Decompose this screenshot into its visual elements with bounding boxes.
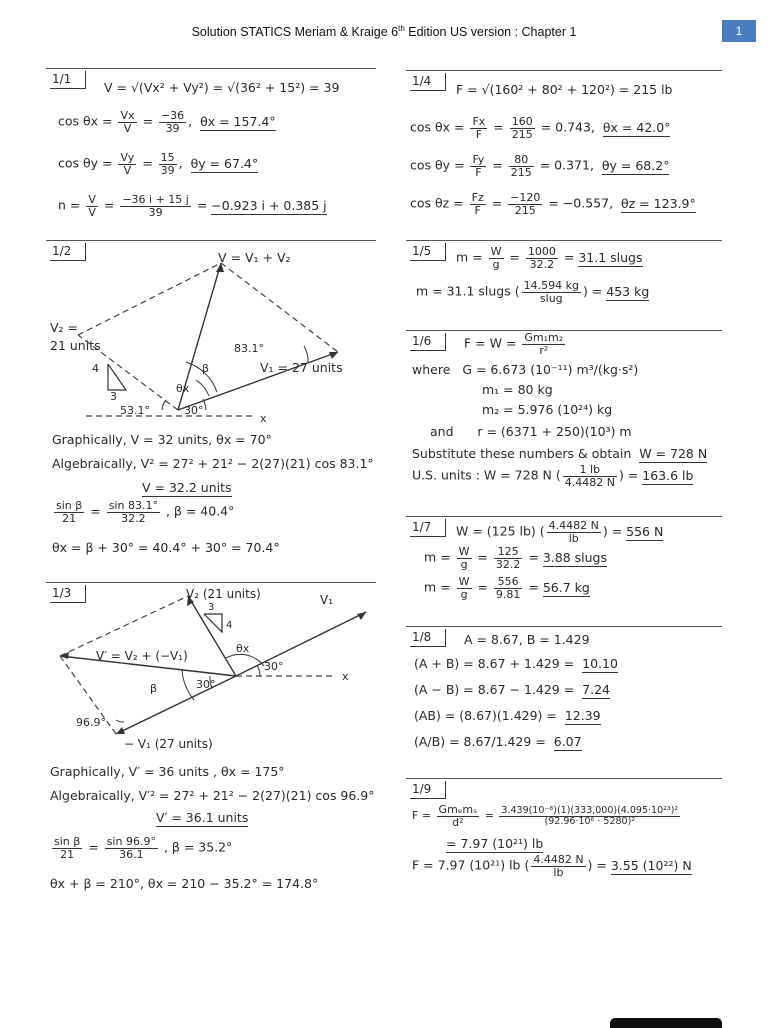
magnitude-equation: F = √(160² + 80² + 120²) = 215 lb — [456, 82, 673, 97]
product-equation: (AB) = (8.67)(1.429) = 12.39 — [414, 708, 601, 723]
label-angle-30: 30° — [184, 404, 204, 417]
cos-theta-x-equation: cos θx = $\frac{Vx}{V}$ = $\frac{-36}{39}$ , θx = 157.4° — [58, 109, 276, 135]
label-x-axis: x — [342, 670, 349, 683]
vector-diagram-1-2 — [46, 240, 376, 430]
vector-minus-v1 — [116, 676, 236, 734]
gravitation-equation: F = W = $\frac{\text{Gm₁m₂}}{\text{r²}}$ — [464, 331, 564, 357]
label-v1: V₁ = 27 units — [260, 360, 343, 375]
label-v2-a: V₂ = — [50, 320, 79, 335]
quotient-equation: (A/B) = 8.67/1.429 = 6.07 — [414, 734, 582, 749]
problem-1-8 — [406, 626, 722, 758]
unit-vector-equation: n = $\frac{V}{V}$ = $\frac{-36 i + 15 j}{39}$ = −0.923 i + 0.385 j — [58, 193, 327, 219]
label-beta: β — [202, 362, 210, 375]
gravitation-equation: F = $\frac{\text{Gmₑmₛ}}{\text{d²}}$ = $\frac{\text{3.439(10⁻⁸)(1)(333,000)(4.095·10²³)²}}{\text{(92.96·10⁶ · 5280)²}}$ — [412, 803, 679, 829]
problem-number: 1/5 — [410, 243, 446, 261]
given-values: A = 8.67, B = 1.429 — [464, 632, 590, 647]
us-units-conversion: U.S. units : W = 728 N ( $\frac{1 lb}{4.4482 N}$ ) = 163.6 lb — [412, 463, 694, 489]
bottom-edge-bar — [610, 1018, 722, 1028]
label-v-prime: V′ = V₂ + (−V₁) — [96, 649, 188, 663]
label-v-sum: V = V₁ + V₂ — [218, 250, 291, 265]
label-theta-x: θx — [176, 382, 190, 395]
vector-diagram-1-3 — [46, 582, 376, 762]
theta-x-result: θx + β = 210°, θx = 210 − 35.2° = 174.8° — [50, 876, 319, 891]
mass-slugs-equation: m = $\frac{W}{g}$ = $\frac{125}{32.2}$ = 3.88 slugs — [424, 545, 608, 571]
mass-m1: m₁ = 80 kg — [482, 382, 553, 397]
slope-triangle — [204, 614, 222, 632]
problem-1-2 — [46, 240, 376, 570]
sine-law-equation: $\frac{\text{sin β}}{21}$ = $\frac{\sin 83.1^\circ}{32.2}$ , β = 40.4° — [56, 499, 235, 525]
problem-number: 1/7 — [410, 519, 446, 537]
label-v2-b: 21 units — [50, 338, 101, 353]
problem-1-6 — [406, 330, 722, 500]
label-slope-3: 3 — [208, 602, 215, 613]
mass-m2: m₂ = 5.976 (10²⁴) kg — [482, 402, 613, 417]
mass-conversion: m = 31.1 slugs ( $\frac{14.594 kg}{\text{slug}}$ ) = 453 kg — [416, 279, 650, 305]
cos-theta-x-equation: cos θx = $\frac{Fx}{F}$ = $\frac{160}{215}$ = 0.743, θx = 42.0° — [410, 115, 671, 141]
force-result-lb: = 7.97 (10²¹) lb — [446, 836, 544, 851]
problem-number: 1/1 — [50, 71, 86, 89]
problem-number: 1/2 — [50, 243, 86, 261]
cos-theta-y-equation: cos θy = $\frac{Vy}{V}$ = $\frac{15}{39}$ , θy = 67.4° — [58, 151, 259, 177]
sum-equation: (A + B) = 8.67 + 1.429 = 10.10 — [414, 656, 618, 671]
problem-number: 1/8 — [410, 629, 446, 647]
label-theta-x: θx — [236, 642, 250, 655]
magnitude-equation: V = √(Vx² + Vy²) = √(36² + 15²) = 39 — [104, 80, 340, 95]
label-minus-v1: − V₁ (27 units) — [124, 737, 213, 751]
magnitude-result: V′ = 36.1 units — [156, 810, 249, 825]
slope-triangle — [108, 364, 126, 390]
label-x-axis: x — [260, 412, 267, 425]
problem-1-9 — [406, 778, 722, 878]
page-number-badge: 1 — [722, 20, 756, 42]
constant-g: where G = 6.673 (10⁻¹¹) m³/(kg·s²) — [412, 362, 639, 377]
label-angle-30b: 30° — [196, 678, 216, 691]
problem-number: 1/3 — [50, 585, 86, 603]
problem-1-4 — [406, 70, 722, 230]
problem-1-1 — [46, 68, 376, 228]
problem-number: 1/6 — [410, 333, 446, 351]
substitution-result: Substitute these numbers & obtain W = 728 N — [412, 446, 708, 461]
weight-equation: W = (125 lb) ( $\frac{4.4482 N}{lb}$ ) = 556 N — [456, 519, 664, 545]
graphical-result: Graphically, V = 32 units, θx = 70° — [52, 432, 272, 447]
algebraic-equation: Algebraically, V² = 27² + 21² − 2(27)(21) cos 83.1° — [52, 456, 374, 471]
force-conversion: F = 7.97 (10²¹) lb ( $\frac{4.4482 N}{lb}$ ) = 3.55 (10²²) N — [412, 853, 692, 879]
label-beta: β — [150, 682, 158, 695]
label-v2: V₂ (21 units) — [186, 587, 261, 601]
label-slope-3: 3 — [110, 390, 117, 403]
theta-x-result: θx = β + 30° = 40.4° + 30° = 70.4° — [52, 540, 280, 555]
label-slope-4: 4 — [92, 362, 99, 375]
label-slope-4: 4 — [226, 620, 233, 631]
problem-1-3 — [46, 582, 376, 902]
vector-v1 — [236, 612, 366, 676]
radius-r: and r = (6371 + 250)(10³) m — [430, 424, 632, 439]
label-v1: V₁ — [320, 593, 334, 607]
problem-1-7 — [406, 516, 722, 610]
problem-number: 1/9 — [410, 781, 446, 799]
mass-equation: m = $\frac{W}{g}$ = $\frac{1000}{32.2}$ = 31.1 slugs — [456, 245, 643, 271]
page-header — [0, 20, 768, 46]
cos-theta-z-equation: cos θz = $\frac{Fz}{F}$ = $\frac{-120}{215}$ = −0.557, θz = 123.9° — [410, 191, 696, 217]
magnitude-result: V = 32.2 units — [142, 480, 232, 495]
problem-number: 1/4 — [410, 73, 446, 91]
label-angle-969: 96.9° — [76, 716, 106, 729]
graphical-result: Graphically, V′ = 36 units , θx = 175° — [50, 764, 285, 779]
label-angle-53: 53.1° — [120, 404, 150, 417]
label-angle-30a: 30° — [264, 660, 284, 673]
document-title: Solution STATICS Meriam & Kraige 6th Edition US version : Chapter 1 — [191, 24, 577, 40]
problem-1-5 — [406, 240, 722, 320]
mass-kg-equation: m = $\frac{W}{g}$ = $\frac{556}{9.81}$ = 56.7 kg — [424, 575, 590, 601]
algebraic-equation: Algebraically, V′² = 27² + 21² − 2(27)(21) cos 96.9° — [50, 788, 375, 803]
sine-law-equation: $\frac{\text{sin β}}{21}$ = $\frac{\sin 96.9^\circ}{36.1}$ , β = 35.2° — [54, 835, 233, 861]
difference-equation: (A − B) = 8.67 − 1.429 = 7.24 — [414, 682, 611, 697]
cos-theta-y-equation: cos θy = $\frac{Fy}{F}$ = $\frac{80}{215}$ = 0.371, θy = 68.2° — [410, 153, 670, 179]
label-angle-83: 83.1° — [234, 342, 264, 355]
